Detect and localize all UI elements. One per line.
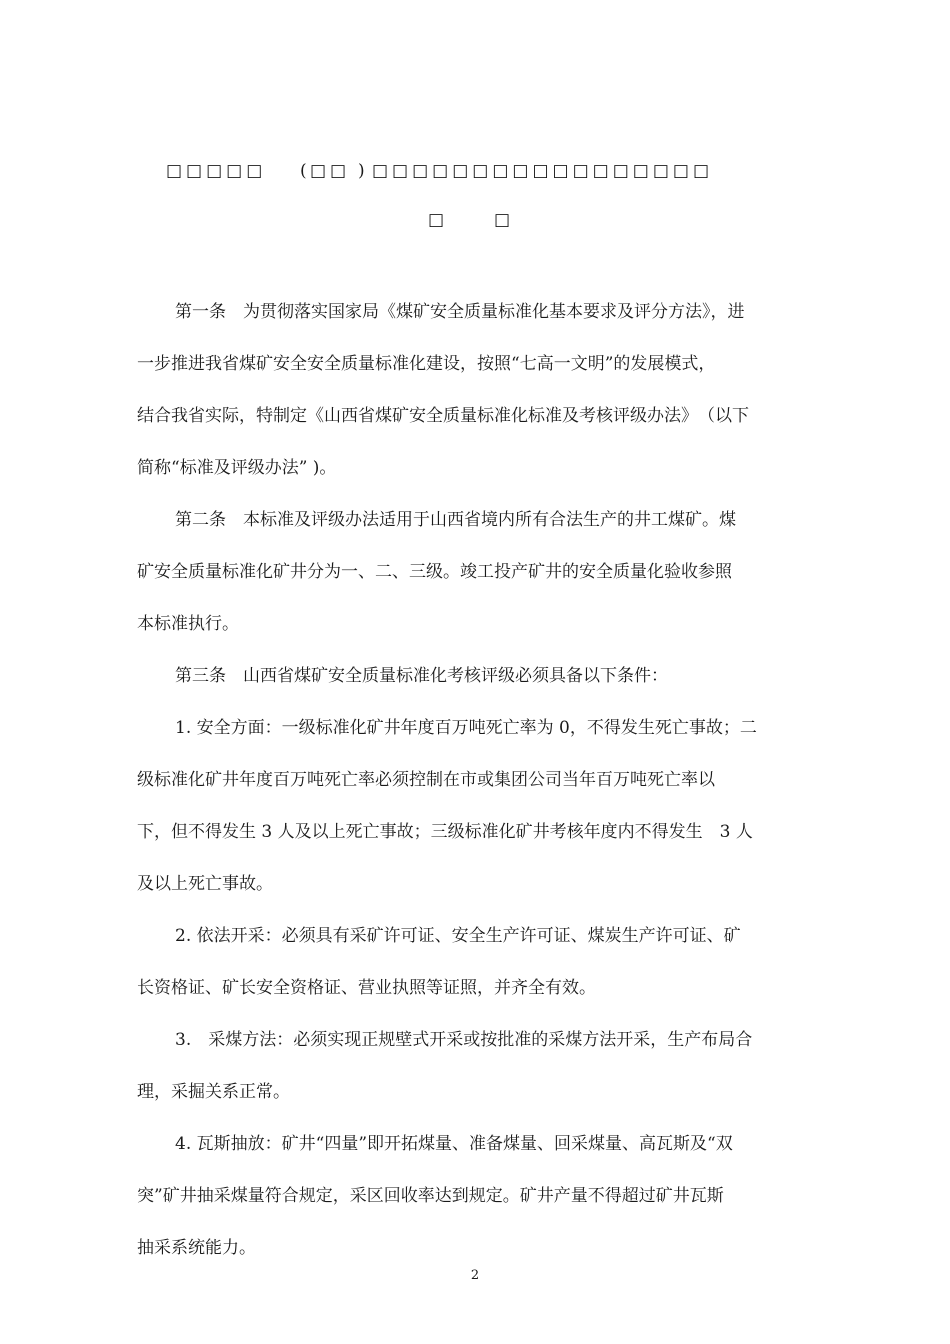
page-number: 2 xyxy=(470,1268,480,1283)
title-part3: □□□□□□□□□□□□□□□□□ xyxy=(372,161,714,181)
body-line: 第三条 山西省煤矿安全质量标准化考核评级必须具备以下条件： xyxy=(175,666,668,686)
body-line: 结合我省实际，特制定《山西省煤矿安全质量标准化标准及考核评级办法》 （以下 xyxy=(137,406,749,426)
chapter-char-1: □ xyxy=(428,210,445,230)
title-part1: □□□□□ xyxy=(166,161,267,181)
body-line: 3. 采煤方法：必须实现正规壁式开采或按批准的采煤方法开采，生产布局合 xyxy=(175,1030,753,1050)
body-line: 抽采系统能力。 xyxy=(137,1238,256,1258)
body-line: 长资格证、矿长安全资格证、营业执照等证照，并齐全有效。 xyxy=(137,978,596,998)
body-line: 突”矿井抽采煤量符合规定，采区回收率达到规定。矿井产量不得超过矿井瓦斯 xyxy=(137,1186,724,1206)
body-line: 1. 安全方面：一级标准化矿井年度百万吨死亡率为 0，不得发生死亡事故；二 xyxy=(175,718,757,738)
body-line: 一步推进我省煤矿安全安全质量标准化建设，按照“七高一文明”的发展模式， xyxy=(137,354,716,374)
body-line: 及以上死亡事故。 xyxy=(137,874,273,894)
title-paren-open: ( xyxy=(300,161,307,181)
body-line: 简称“标准及评级办法” )。 xyxy=(137,458,337,478)
body-line: 级标准化矿井年度百万吨死亡率必须控制在市或集团公司当年百万吨死亡率以 xyxy=(137,770,715,790)
chapter-char-2: □ xyxy=(494,210,511,230)
title-paren-close: ) xyxy=(358,161,365,181)
body-line: 2. 依法开采：必须具有采矿许可证、安全生产许可证、煤炭生产许可证、矿 xyxy=(175,926,741,946)
body-line: 下，但不得发生 3 人及以上死亡事故；三级标准化矿井考核年度内不得发生 3 人 xyxy=(137,822,753,842)
body-line: 本标准执行。 xyxy=(137,614,239,634)
body-line: 4. 瓦斯抽放：矿井“四量”即开拓煤量、准备煤量、回采煤量、高瓦斯及“双 xyxy=(175,1134,733,1154)
body-line: 第一条 为贯彻落实国家局《煤矿安全质量标准化基本要求及评分方法》，进 xyxy=(175,302,745,322)
body-line: 理，采掘关系正常。 xyxy=(137,1082,290,1102)
body-line: 矿安全质量标准化矿井分为一、二、三级。竣工投产矿井的安全质量化验收参照 xyxy=(137,562,732,582)
title-part2: □□ xyxy=(310,161,351,181)
body-line: 第二条 本标准及评级办法适用于山西省境内所有合法生产的井工煤矿。煤 xyxy=(175,510,736,530)
